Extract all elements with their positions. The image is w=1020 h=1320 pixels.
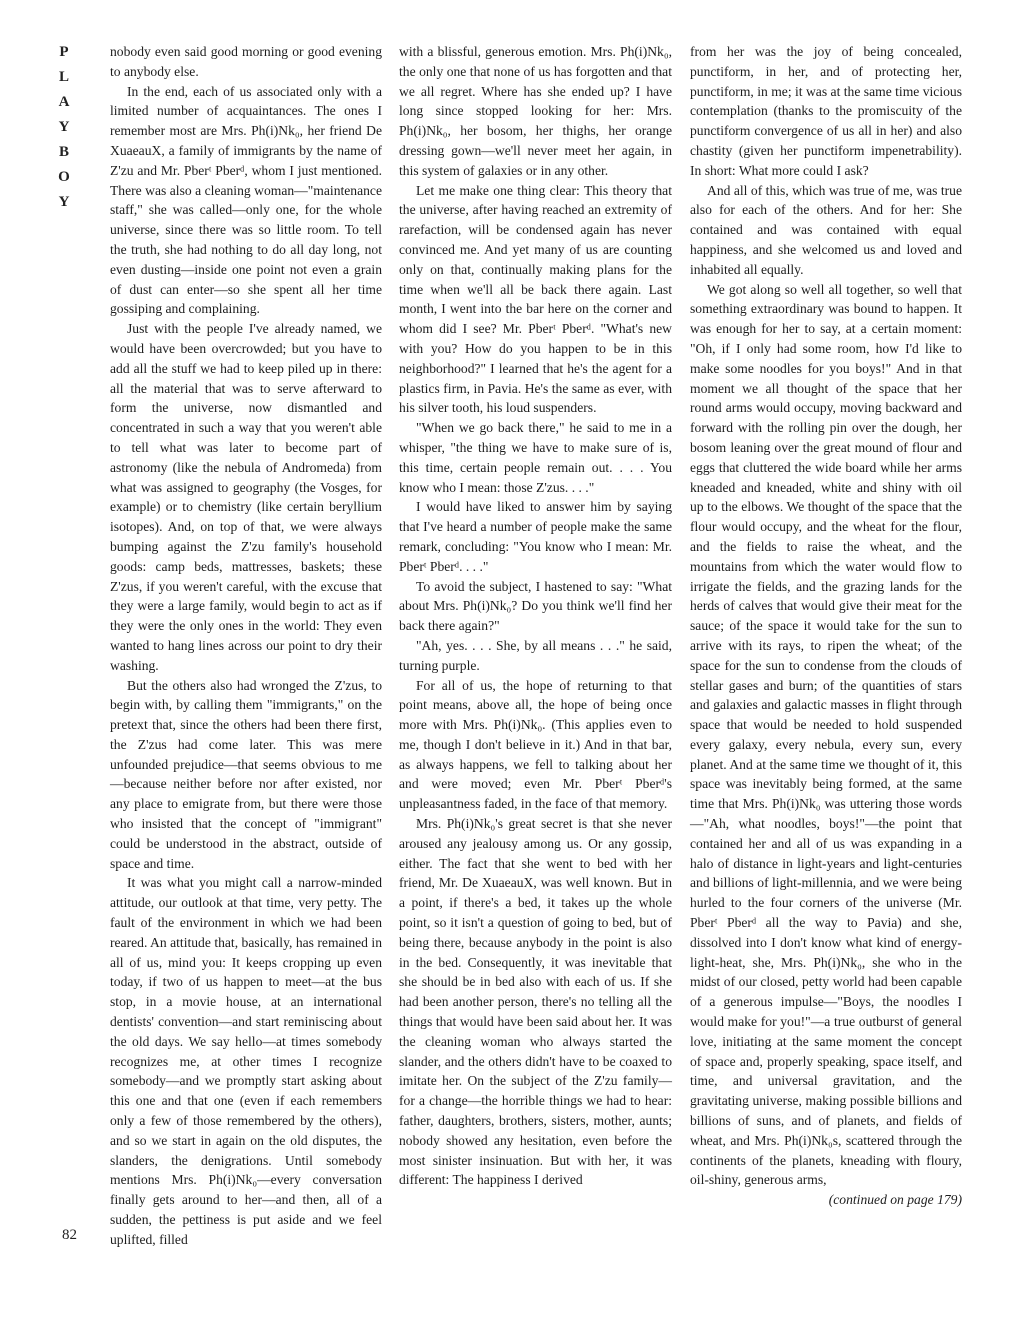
magazine-name-letter: Y (58, 119, 70, 135)
continued-note: (continued on page 179) (828, 1192, 962, 1208)
paragraph: with a blissful, generous emotion. Mrs. Ph(i)Nk₀, the only one that none of us has forgotten and that we all regret. Where has she ended up? I have long since stopped looking for her: Mrs. Ph(i)Nk₀, her bosom, her thighs, her orange dressing gown—we'll never meet her again, in this system of galaxies or in any other. (399, 44, 672, 178)
paragraph: Let me make one thing clear: This theory that the universe, after having reached an extremity of rarefaction, will be condensed again has never convinced me. And yet many of us are counting only on that, continually making plans for the time when we'll all be back there again. Last month, I went into the bar here on the corner and whom did I see? Mr. Pberᵗ Pberᵈ. "What's new with you? How do you happen to be in this neighborhood?" I learned that he's the agent for a plastics firm, in Pavia. He's the same as ever, with his silver tooth, his loud suspenders. (399, 182, 672, 416)
paragraph: from her was the joy of being concealed, punctiform, in her, and of protecting her, punctiform, in me; it was at the same time vicious contemplation (thanks to the promiscuity of the punctiform convergence of us all in her) and also chastity (given her punctiform impenetrability). In short: What more could I ask? (690, 44, 962, 178)
magazine-name-letter: Y (58, 194, 70, 210)
paragraph: I would have liked to answer him by saying that I've heard a number of people make the same remark, concluding: "You know who I mean: Mr. Pberᵗ Pberᵈ. . . ." (399, 499, 672, 574)
paragraph: To avoid the subject, I hastened to say: "What about Mrs. Ph(i)Nk₀? Do you think we'll find her back there again?" (399, 578, 672, 634)
magazine-name-letter: B (58, 144, 69, 160)
paragraph: In the end, each of us associated only with a limited number of acquaintances. The ones I remember most are Mrs. Ph(i)Nk₀, her friend De XuaeauX, a family of immigrants by the name of Z'zu and Mr. Pberᵗ Pberᵈ, whom I just mentioned. There was also a cleaning woman—"maintenance staff," she was called—only one, for the whole universe, since there was so little room. To tell the truth, she had nothing to do all day long, not even dusting—inside one point not even a grain of dust can enter—so she spent all her time gossiping and complaining. (110, 83, 382, 317)
magazine-name-letter: L (58, 69, 69, 85)
article-column-1 (110, 42, 382, 1250)
paragraph: We got along so well all together, so well that something extraordinary was bound to happen. It was enough for her to say, at a certain moment: "Oh, if I only had some room, how I'd like to make some noodles for you boys!" And in that moment we all thought of the space that her round arms would occupy, moving backward and forward with the rolling pin over the dough, her bosom leaning over the great mound of flour and eggs that cluttered the wide board while her arms kneaded and kneaded, white and shiny with oil up to the elbows. We thought of the space that the flour would occupy, and the wheat for the flour, and the fields to raise the wheat, and the mountains from which the water would flow to irrigate the fields, and the grazing lands for the herds of calves that would give their meat for the sauce; of the space it would take for the sun to arrive with its rays, to ripen the wheat; of the space for the sun to condense from the clouds of stellar gases and burn; of the quantities of stars and galaxies and galactic masses in flight through space that would be needed to hold suspended every galaxy, every nebula, every sun, every planet. And at the same time we thought of it, this space was inevitably being formed, at the same time that Mrs. Ph(i)Nk₀ was uttering those words—"Ah, what noodles, boys!"—the point that contained her and all of us was expanding in a halo of distance in light-years and light-centuries and billions of light-millennia, and we were being hurled to the four corners of the universe (Mr. Pberᵗ Pberᵈ all the way to Pavia) and she, dissolved into I don't know what kind of energy-light-heat, she, Mrs. Ph(i)Nk₀, she who in the midst of our closed, petty world had been capable of a generous impulse—"Boys, the noodles I would make for you!"—a true outburst of general love, initiating at the same moment the concept of space and, properly speaking, space itself, and time, and universal gravitation, and the gravitating universe, making possible billions and billions of suns, and of planets, and fields of wheat, and Mrs. Ph(i)Nk₀s, scattered through the continents of the planets, kneading with floury, oil-shiny, generous arms, (690, 281, 962, 1188)
article-column-3 (690, 42, 962, 1210)
paragraph: It was what you might call a narrow-minded attitude, our outlook at that time, very petty. The fault of the environment in which we had been reared. An attitude that, basically, has remained in all of us, mind you: It keeps cropping up even today, if two of us happen to meet—at the bus stop, in a movie house, at an international dentists' convention—and start reminiscing about the old days. We say hello—at times somebody recognizes me, at other times I recognize somebody—and we promptly start asking about this one and that one (even if each remembers only a few of those remembered by the others), and so we start in again on the old disputes, the slanders, the denigrations. Until somebody mentions Mrs. Ph(i)Nk₀—every conversation finally gets around to her—and then, all of a sudden, the pettiness is put aside and we feel uplifted, filled (110, 875, 382, 1247)
paragraph: And all of this, which was true of me, was true also for each of the others. And for her: She contained and was contained with equal happiness, and she welcomed us and loved and inhabited all equally. (690, 182, 962, 277)
magazine-name-letter: P (59, 44, 69, 60)
paragraph: Just with the people I've already named, we would have been overcrowded; but you have to add all the stuff we had to keep piled up in there: all the material that was to serve afterward to form the universe, now dismantled and concentrated in such a way that you weren't able to tell what was later to become part of astronomy (like the nebula of Andromeda) from what was assigned to geography (the Vosges, for example) or to chemistry (like certain beryllium isotopes). And, on top of that, we were always bumping against the Z'zu family's household goods: camp beds, mattresses, baskets; these Z'zus, if you weren't careful, with the excuse that they were a large family, would begin to act as if they were the only ones in the world: They even wanted to hang lines across our point to dry their washing. (110, 321, 382, 673)
paragraph: Mrs. Ph(i)Nk₀'s great secret is that she never aroused any jealousy among us. Or any gossip, either. The fact that she went to bed with her friend, Mr. De XuaeauX, was well known. But in a point, if there's a bed, it takes up the whole point, so it isn't a question of going to bed, but of being there, because anybody in the point is also in the bed. Consequently, it was inevitable that she should be in bed also with each of us. If she had been another person, there's no telling all the things that would have been said about her. It was the cleaning woman who always started the slander, and the others didn't have to be coaxed to imitate her. On the subject of the Z'zu family—for a change—the horrible things we had to hear: father, daughters, brothers, sisters, mother, aunts; nobody showed any hesitation, even before the most sinister insinuation. But with her, it was different: The happiness I derived (399, 816, 672, 1188)
paragraph: But the others also had wronged the Z'zus, to begin with, by calling them "immigrants," on the pretext that, since the others had been there first, the Z'zus had come later. This was mere unfounded prejudice—that seems obvious to me—because neither before nor after existed, nor any place to emigrate from, but there were those who insisted that the concept of "immigrant" could be understood in the abstract, outside of space and time. (110, 677, 382, 871)
magazine-name-letter: O (58, 169, 70, 185)
paragraph: "Ah, yes. . . . She, by all means . . ." he said, turning purple. (399, 637, 672, 673)
paragraph: For all of us, the hope of returning to that point means, above all, the hope of being once more with Mrs. Ph(i)Nk₀. (This applies even to me, though I don't believe in it.) And in that bar, as always happens, we fell to talking about her and were moved; even Mr. Pberᵗ Pberᵈ's unpleasantness faded, in the face of that memory. (399, 677, 672, 812)
article-column-2 (399, 42, 672, 1190)
paragraph: nobody even said good morning or good evening to anybody else. (110, 44, 382, 79)
paragraph: "When we go back there," he said to me in a whisper, "the thing we have to make sure of is, this time, certain people remain out. . . . You know who I mean: those Z'zus. . . ." (399, 420, 672, 495)
magazine-name-letter: A (58, 94, 70, 110)
page-number: 82 (62, 1227, 77, 1243)
magazine-name-vertical (55, 40, 73, 215)
